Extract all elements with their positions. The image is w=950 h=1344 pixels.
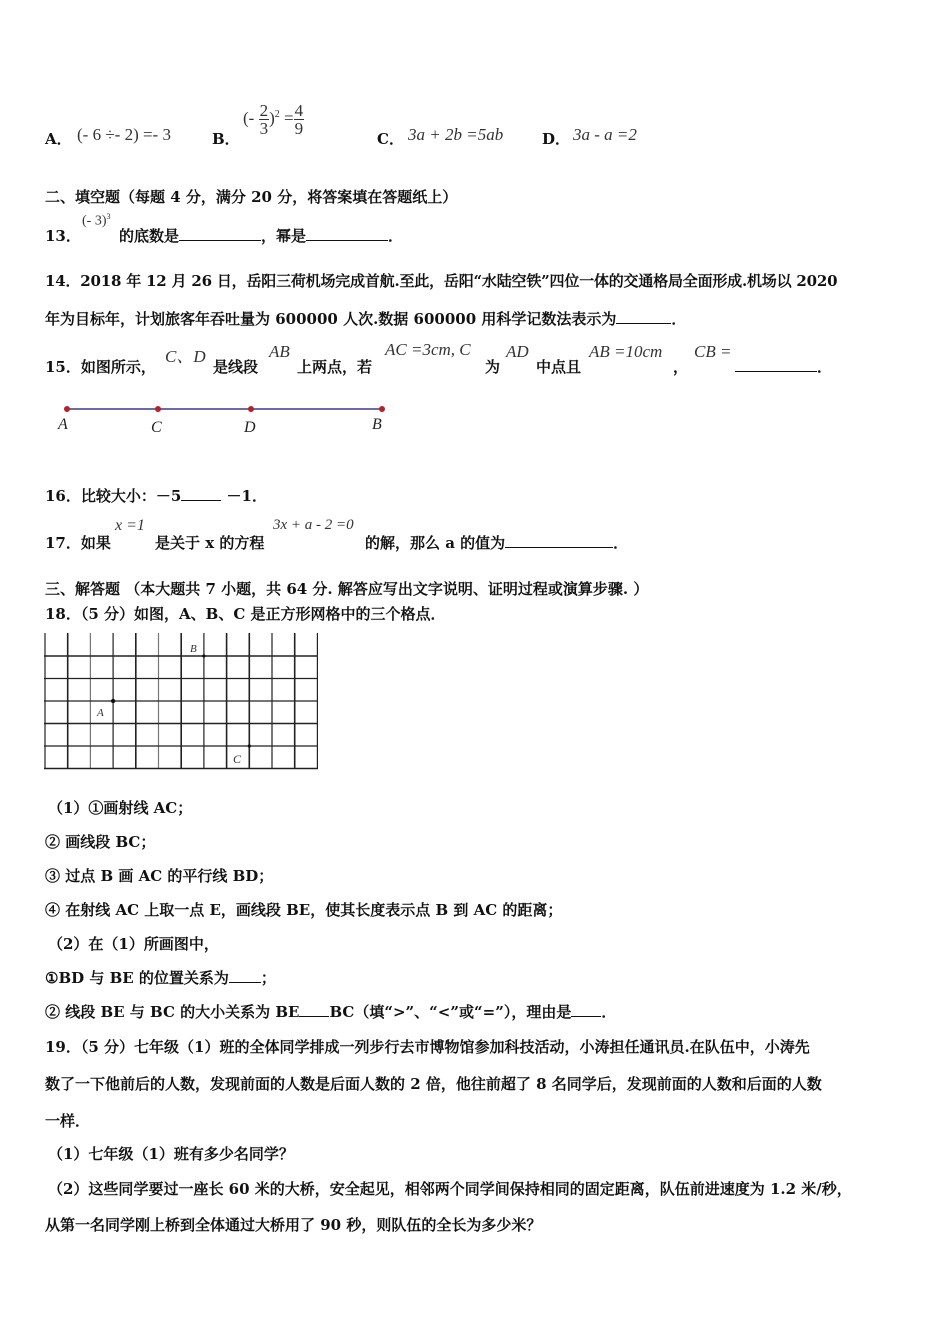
- q13-base: (- 3): [82, 213, 107, 229]
- q14-line-1: 14．2018 年 12 月 26 日，岳阳三荷机场完成首航.至此，岳阳“水陆空铁”四位一体的交通格局全面形成.机场以 2020: [45, 272, 838, 290]
- q15-text-4: 中点且: [536, 358, 582, 376]
- q16-text: 16．比较大小：－5: [45, 487, 182, 505]
- q18-p2-blank-1[interactable]: [229, 968, 261, 983]
- point-b: [379, 406, 385, 412]
- q18-p2-item2-a: ② 线段 BE 与 BC 的大小关系为 BE: [45, 1003, 300, 1021]
- q19-sub-2-line-1: （2）这些同学要过一座长 60 米的大桥，安全起见，相邻两个同学间保持相同的固定距离，队伍前进速度为 1.2 米/秒，: [48, 1180, 852, 1198]
- q18-p2-item1-end: ；: [260, 969, 276, 987]
- q13-number: 13．: [45, 227, 81, 245]
- grid-label-a: A: [97, 707, 104, 719]
- q13-exp: 3: [106, 212, 111, 221]
- q13-expr: [82, 212, 111, 230]
- point-c: [155, 406, 161, 412]
- label-a: A: [58, 416, 68, 433]
- q14-blank[interactable]: [616, 309, 671, 324]
- q15-text-1: 是线段: [213, 358, 259, 376]
- q13-text1: 的底数是: [119, 227, 180, 245]
- q15-math-cb: CB =: [694, 342, 732, 361]
- option-b-rfrac: [294, 102, 305, 137]
- grid-point-c: [248, 744, 251, 747]
- q15-math-cd: C、D: [165, 347, 206, 366]
- q15-text-2: 上两点，若: [297, 358, 373, 376]
- q14-end: ．: [671, 310, 687, 328]
- option-b-expr: [243, 102, 304, 137]
- q18-p2-item1-text: ①BD 与 BE 的位置关系为: [45, 969, 229, 987]
- q15-math-ac: AC =3cm, C: [385, 340, 471, 359]
- q17-end: ．: [613, 534, 629, 552]
- q13-blank-1[interactable]: [179, 226, 261, 241]
- segment-figure: [50, 398, 400, 440]
- frac-num: 2: [259, 101, 269, 120]
- q18-item-2: ② 画线段 BC；: [45, 833, 156, 851]
- q15-answer: [735, 356, 832, 377]
- frac-den: 3: [259, 119, 269, 138]
- q18-part1-title: （1）①画射线 AC；: [48, 799, 193, 817]
- q18-p2-blank-2[interactable]: [299, 1002, 329, 1017]
- option-a-expr: (- 6 ÷- 2) =- 3: [77, 125, 171, 144]
- q13-text2: ，幂是: [261, 227, 307, 245]
- q14-line-2: [45, 308, 686, 329]
- section-3-title: 三、解答题 （本大题共 7 小题，共 64 分. 解答应写出文字说明、证明过程或演算步骤. ）: [45, 580, 649, 598]
- point-d: [248, 406, 254, 412]
- section-2-title: 二、填空题（每题 4 分，满分 20 分，将答案填在答题纸上）: [45, 188, 458, 206]
- q12-options: [45, 100, 745, 155]
- q18-item-4: ④ 在射线 AC 上取一点 E，画线段 BE，使其长度表示点 B 到 AC 的距离；: [45, 901, 563, 919]
- option-a-label: A．: [45, 130, 72, 148]
- q17-math-x1: x =1: [115, 517, 145, 534]
- q15-math-ab10: AB =10cm: [589, 342, 663, 361]
- q16-end: －1．: [226, 487, 267, 505]
- option-d-label: D．: [542, 130, 571, 148]
- q19-line-1: 19．（5 分）七年级（1）班的全体同学排成一列步行去市博物馆参加科技活动，小涛担任通讯员.在队伍中，小涛先: [45, 1038, 810, 1056]
- option-b-pre: (-: [243, 108, 259, 128]
- label-d: D: [244, 419, 256, 436]
- grid-lines: [44, 633, 318, 769]
- square-grid-figure: [44, 633, 320, 773]
- rfrac-den: 9: [294, 119, 304, 138]
- q15-end: ．: [817, 358, 833, 376]
- option-b-frac: [259, 102, 270, 137]
- q18-part2-title: （2）在（1）所画图中，: [48, 935, 219, 953]
- q19-line-2: 数了一下他前后的人数，发现前面的人数是后面人数的 2 倍，他往前超了 8 名同学后，发现前面的人数和后面的人数: [45, 1075, 822, 1093]
- q18-part2-item-1: [45, 967, 276, 988]
- q13-blank-2[interactable]: [306, 226, 388, 241]
- question-17: [45, 515, 665, 555]
- q18-p2-item2-end: ．: [601, 1003, 617, 1021]
- option-c-expr: 3a + 2b =5ab: [408, 125, 504, 144]
- grid-label-b: B: [190, 643, 197, 655]
- question-15: [45, 340, 865, 380]
- q17-number: 17．如果: [45, 534, 111, 552]
- q17-math-eq: 3x + a - 2 =0: [273, 517, 354, 533]
- option-b-post: ): [269, 108, 275, 128]
- option-d-expr: 3a - a =2: [573, 125, 637, 144]
- q13-text: [119, 225, 403, 246]
- q15-math-ad: AD: [506, 342, 529, 361]
- q17-text2: 的解，那么 a 的值为: [365, 534, 506, 552]
- q18-p2-blank-3[interactable]: [571, 1002, 601, 1017]
- q17-text-2: [365, 532, 628, 553]
- q19-sub-2-line-2: 从第一名同学刚上桥到全体通过大桥用了 90 秒，则队伍的全长为多少米？: [45, 1216, 542, 1234]
- rfrac-num: 4: [294, 101, 304, 120]
- question-13: [45, 210, 545, 246]
- option-b-eq: =: [279, 108, 294, 128]
- option-c-label: C．: [377, 130, 404, 148]
- grid-label-c: C: [233, 752, 242, 766]
- q17-text-1: 是关于 x 的方程: [155, 534, 265, 552]
- option-b-sup: 2: [274, 108, 280, 120]
- question-16: [45, 485, 267, 506]
- q15-text-5: ，: [673, 358, 689, 376]
- grid-point-b: [202, 654, 205, 657]
- q13-end: ．: [388, 227, 404, 245]
- q15-text-3: 为: [485, 358, 501, 376]
- q18-intro: 18．（5 分）如图，A、B、C 是正方形网格中的三个格点．: [45, 605, 446, 623]
- grid-point-a: [111, 699, 115, 703]
- label-c: C: [151, 419, 162, 436]
- label-b: B: [372, 416, 382, 433]
- q19-line-3: 一样．: [45, 1112, 91, 1130]
- q14-line2-text: 年为目标年，计划旅客年吞吐量为 600000 人次.数据 600000 用科学记数法表示为: [45, 310, 617, 328]
- q18-item-3: ③ 过点 B 画 AC 的平行线 BD；: [45, 867, 274, 885]
- q15-blank[interactable]: [735, 357, 817, 372]
- q15-math-ab: AB: [269, 342, 290, 361]
- q15-number: 15．如图所示，: [45, 358, 156, 376]
- q17-blank[interactable]: [505, 533, 613, 548]
- q18-part2-item-2: [45, 1001, 616, 1022]
- q18-p2-item2-b: BC（填“>”、“<”或“=”），理由是: [329, 1003, 572, 1021]
- option-b-label: B．: [212, 130, 240, 148]
- q19-sub-1: （1）七年级（1）班有多少名同学？: [48, 1145, 294, 1163]
- point-a: [64, 406, 70, 412]
- q16-blank[interactable]: [181, 486, 221, 501]
